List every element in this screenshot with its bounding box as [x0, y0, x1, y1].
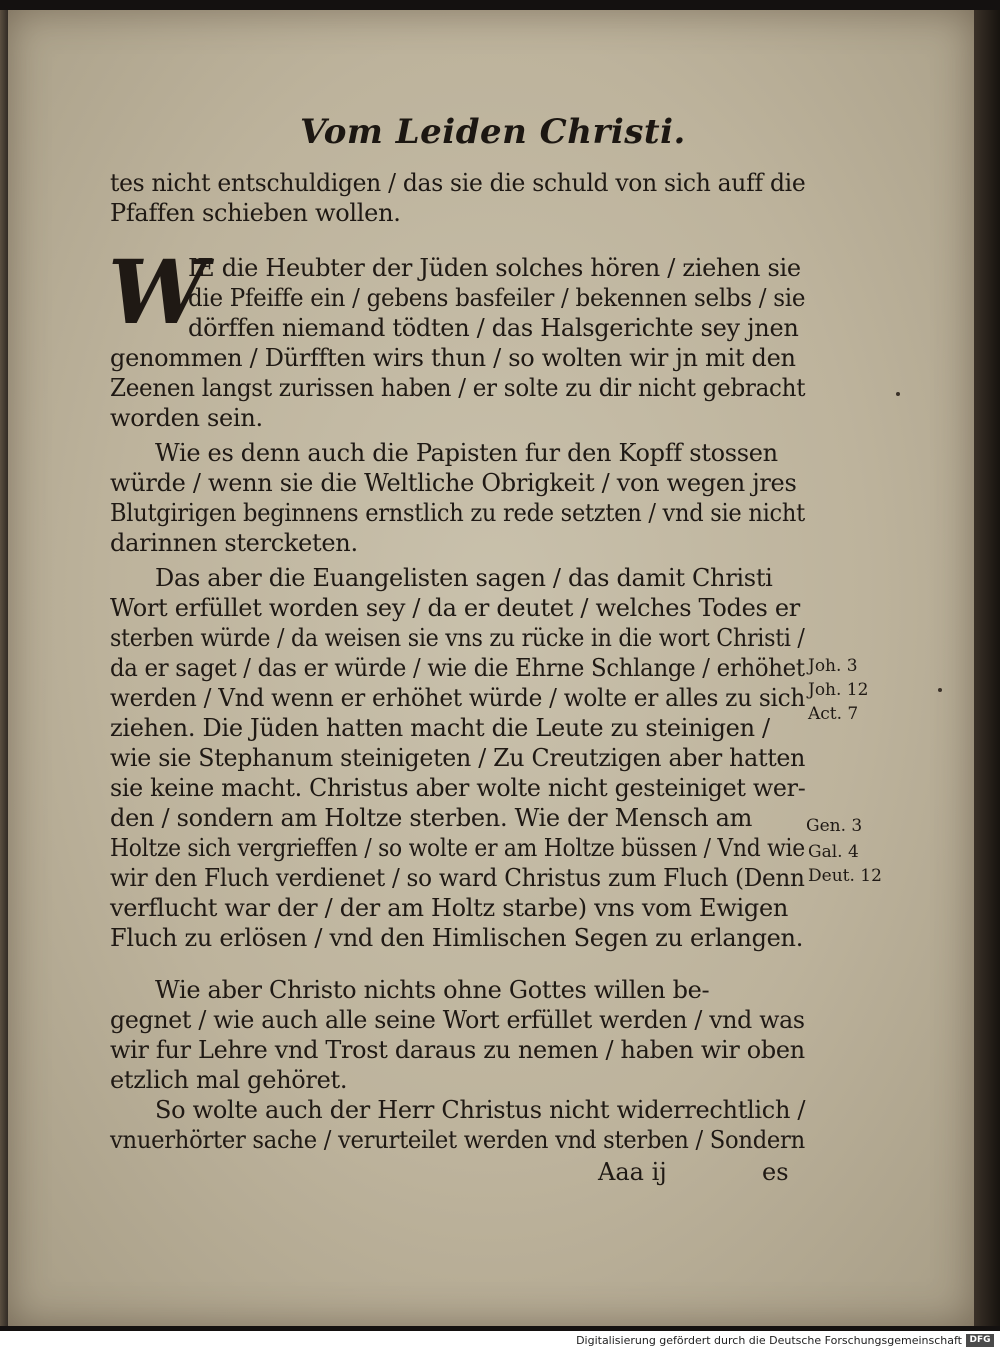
text-line: sterben würde / da weisen sie vns zu rücke in die wort Christi /	[110, 624, 805, 652]
dfg-logo: DFG	[966, 1334, 994, 1347]
text-line: Zeenen langst zurissen haben / er solte zu dir nicht gebracht	[110, 374, 806, 402]
text-line: tes nicht entschuldigen / das sie die schuld von sich auff die	[110, 169, 806, 197]
text-line: vnuerhörter sache / verurteilet werden vnd sterben / Sondern	[110, 1126, 805, 1154]
text-line: die Pfeiffe ein / gebens basfeiler / bekennen selbs / sie	[188, 284, 806, 312]
margin-note: Act. 7	[808, 704, 859, 724]
text-line: etzlich mal gehöret.	[110, 1066, 348, 1094]
signature-mark: Aaa ij	[598, 1158, 667, 1186]
text-line: da er saget / das er würde / wie die Ehrne Schlange / erhöhet	[110, 654, 805, 682]
running-head: Vom Leiden Christi.	[300, 112, 686, 152]
text-line: ziehen. Die Jüden hatten macht die Leute zu steinigen /	[110, 714, 770, 742]
text-line: wir den Fluch verdienet / so ward Christus zum Fluch (Denn	[110, 864, 805, 892]
text-line: dörffen niemand tödten / das Halsgerichte sey jnen	[188, 314, 799, 342]
text-line: sie keine macht. Christus aber wolte nicht gesteiniget wer-	[110, 774, 806, 802]
margin-note: Gal. 4	[808, 842, 859, 862]
text-line: wir fur Lehre vnd Trost daraus zu nemen / haben wir oben	[110, 1036, 805, 1064]
text-line: Wie aber Christo nichts ohne Gottes willen be-	[155, 976, 710, 1004]
text-line: genommen / Dürfften wirs thun / so wolten wir jn mit den	[110, 344, 796, 372]
paper-speck	[938, 688, 942, 692]
footer-credit: Digitalisierung gefördert durch die Deutsche Forschungsgemeinschaft	[576, 1334, 962, 1347]
text-line: Das aber die Euangelisten sagen / das damit Christi	[155, 564, 773, 592]
text-line: den / sondern am Holtze sterben. Wie der Mensch am	[110, 804, 753, 832]
margin-note: Joh. 12	[808, 680, 869, 700]
text-line: Holtze sich vergrieffen / so wolte er am Holtze büssen / Vnd wie	[110, 834, 805, 862]
catchword: es	[762, 1158, 789, 1186]
text-line: verflucht war der / der am Holtz starbe) vns vom Ewigen	[110, 894, 789, 922]
text-line: würde / wenn sie die Weltliche Obrigkeit / von wegen jres	[110, 469, 797, 497]
paper-speck	[896, 392, 900, 396]
text-line: worden sein.	[110, 404, 263, 432]
text-line: darinnen stercketen.	[110, 529, 358, 557]
text-line: Wort erfüllet worden sey / da er deutet / welches Todes er	[110, 594, 800, 622]
text-line: IE die Heubter der Jüden solches hören / ziehen sie	[188, 254, 801, 282]
page-edge-right	[974, 10, 1000, 1326]
text-line: werden / Vnd wenn er erhöhet würde / wolte er alles zu sich	[110, 684, 806, 712]
margin-note: Deut. 12	[808, 866, 882, 886]
margin-note: Joh. 3	[808, 656, 858, 676]
text-line: Blutgirigen beginnens ernstlich zu rede setzten / vnd sie nicht	[110, 499, 805, 527]
text-line: Pfaffen schieben wollen.	[110, 199, 401, 227]
text-line: Wie es denn auch die Papisten fur den Kopff stossen	[155, 439, 778, 467]
text-line: wie sie Stephanum steinigeten / Zu Creutzigen aber hatten	[110, 744, 806, 772]
text-line: Fluch zu erlösen / vnd den Himlischen Segen zu erlangen.	[110, 924, 804, 952]
initial-letter: W	[108, 240, 207, 344]
text-line: So wolte auch der Herr Christus nicht widerrechtlich /	[155, 1096, 806, 1124]
text-line: gegnet / wie auch alle seine Wort erfüllet werden / vnd was	[110, 1006, 805, 1034]
margin-note: Gen. 3	[806, 816, 863, 836]
